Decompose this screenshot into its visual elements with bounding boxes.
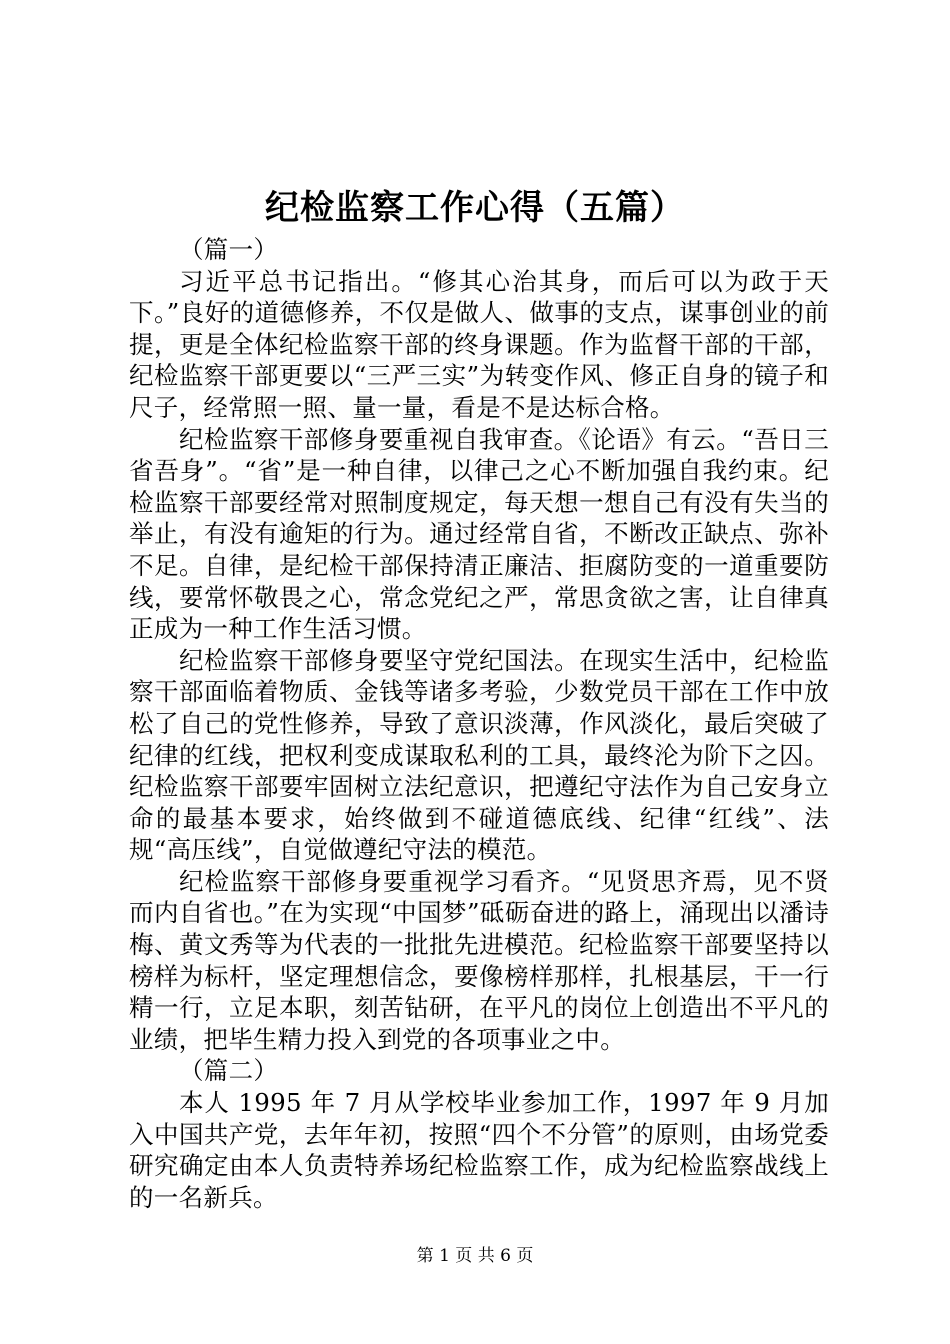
body-paragraph: 纪检监察干部修身要重视学习看齐。“见贤思齐焉，见不贤而内自省也。”在为实现“中国梦”砥砺奋进的路上，涌现出以潘诗梅、黄文秀等为代表的一批批先进模范。纪检监察干部要坚持以榜样为标杆，坚定理想信念，要像榜样那样，扎根基层，干一行精一行，立足本职，刻苦钻研，在平凡的岗位上创造出不平凡的业绩，把毕生精力投入到党的各项事业之中。 <box>129 866 829 1054</box>
section-heading-2: （篇二） <box>179 1056 279 1086</box>
body-paragraph: 纪检监察干部修身要重视自我审查。《论语》有云。“吾日三省吾身”。“省”是一种自律，以律己之心不断加强自我约束。纪检监察干部要经常对照制度规定，每天想一想自己有没有失当的举止，有没有逾矩的行为。通过经常自省，不断改正缺点、弥补不足。自律，是纪检干部保持清正廉洁、拒腐防变的一道重要防线，要常怀敬畏之心，常念党纪之严，常思贪欲之害，让自律真正成为一种工作生活习惯。 <box>129 424 829 644</box>
body-paragraph: 本人 1995 年 7 月从学校毕业参加工作，1997 年 9 月加入中国共产党，去年年初，按照“四个不分管”的原则，由场党委研究确定由本人负责特养场纪检监察工作，成为纪检监察战线上的一名新兵。 <box>129 1088 829 1212</box>
page-footer: 第 1 页 共 6 页 <box>416 1246 534 1266</box>
section-heading-1: （篇一） <box>179 235 279 264</box>
document-title: 纪检监察工作心得（五篇） <box>265 188 685 228</box>
document-body <box>129 234 829 1213</box>
body-paragraph: 纪检监察干部修身要坚守党纪国法。在现实生活中，纪检监察干部面临着物质、金钱等诸多考验，少数党员干部在工作中放松了自己的党性修养，导致了意识淡薄，作风淡化，最后突破了纪律的红线，把权利变成谋取私利的工具，最终沦为阶下之囚。纪检监察干部要牢固树立法纪意识，把遵纪守法作为自己安身立命的最基本要求，始终做到不碰道德底线、纪律“红线”、法规“高压线”，自觉做遵纪守法的模范。 <box>129 645 829 865</box>
body-paragraph: 习近平总书记指出。“修其心治其身，而后可以为政于天下。”良好的道德修养，不仅是做人、做事的支点，谋事创业的前提，更是全体纪检监察干部的终身课题。作为监督干部的干部，纪检监察干部更要以“三严三实”为转变作风、修正自身的镜子和尺子，经常照一照、量一量，看是不是达标合格。 <box>129 266 829 422</box>
